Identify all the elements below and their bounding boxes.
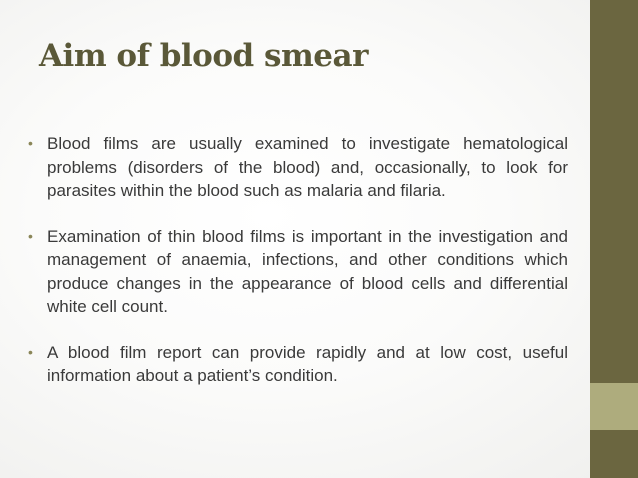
bullet-item <box>28 225 568 319</box>
bullet-text: Examination of thin blood films is important in the investigation and management of anaemia, infections, and other conditions which produce changes in the appearance of blood cells and differential white cell count. <box>47 226 568 316</box>
slide-title: Aim of blood smear <box>39 38 368 74</box>
side-accent-block <box>590 383 638 430</box>
bullet-dot-icon: • <box>28 227 33 244</box>
bullet-text: Blood films are usually examined to investigate hematological problems (disorders of the blood) and, occasionally, to look for parasites within the blood such as malaria and filaria. <box>47 134 568 200</box>
bullet-item <box>28 341 568 388</box>
bullet-list <box>28 132 568 410</box>
bullet-dot-icon: • <box>28 135 33 151</box>
bullet-text: A blood film report can provide rapidly and at low cost, useful information about a patient’s condition. <box>47 342 568 385</box>
bullet-dot-icon: • <box>28 343 33 360</box>
bullet-item <box>28 132 568 203</box>
